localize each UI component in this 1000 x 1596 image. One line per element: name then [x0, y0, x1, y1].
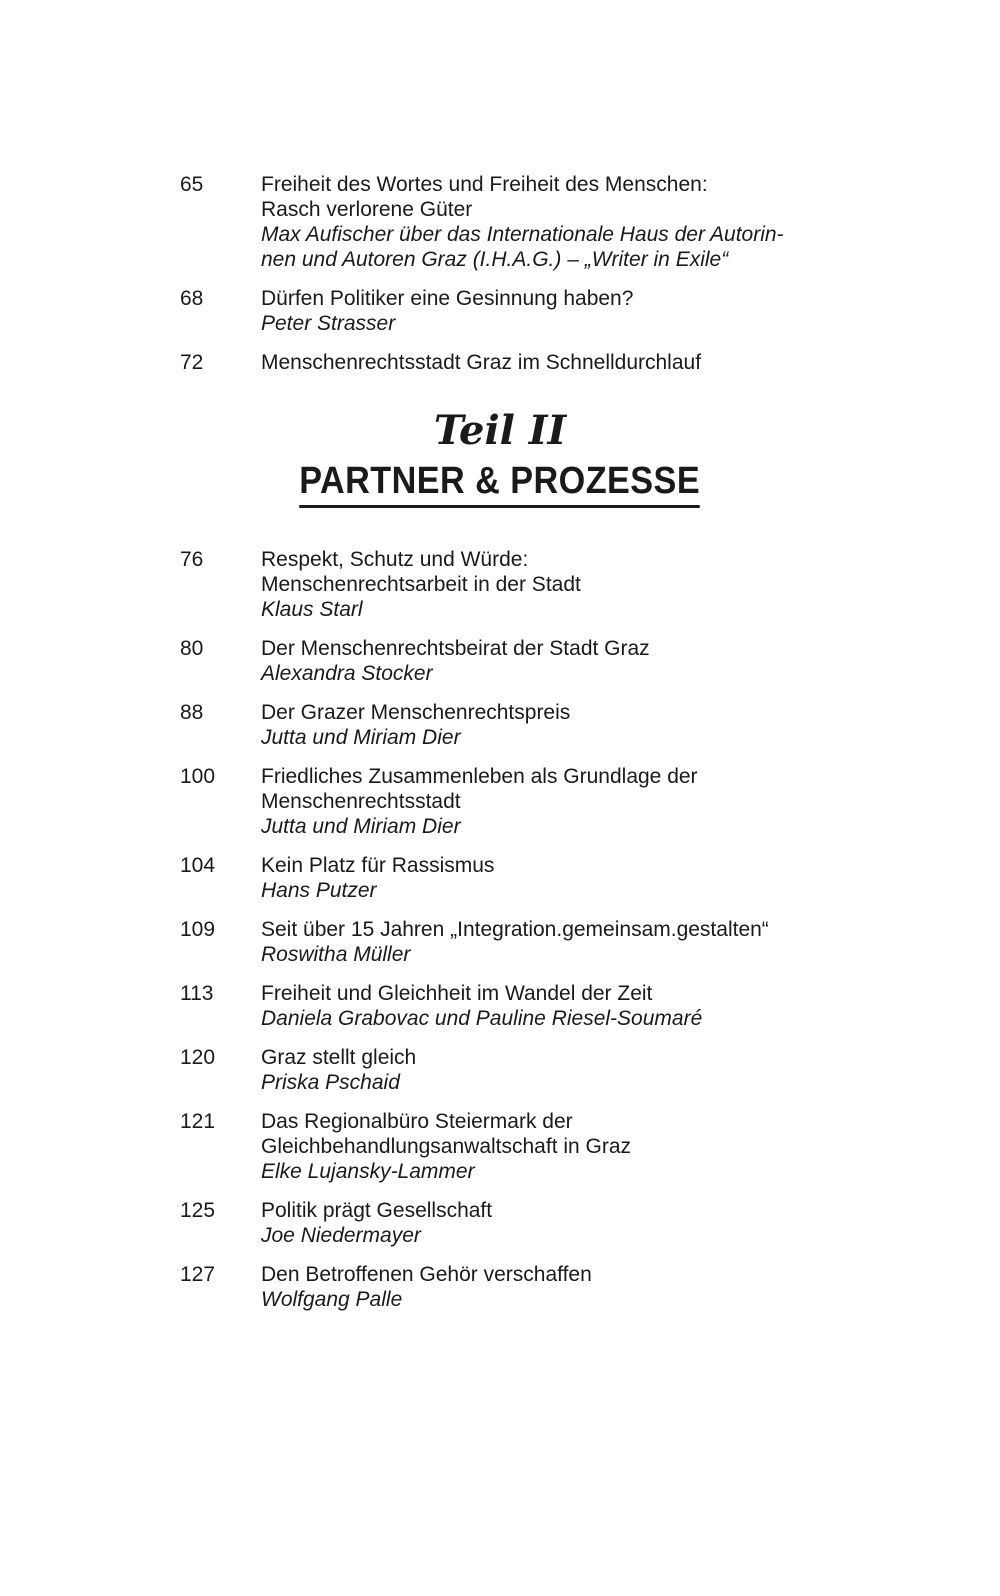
toc-entry-title: Der Menschenrechtsbeirat der Stadt Graz	[261, 637, 650, 660]
toc-page-number: 113	[180, 982, 214, 1005]
section-title: PARTNER & PROZESSE	[300, 459, 701, 508]
toc-entry-title: Respekt, Schutz und Würde: Menschenrechtsarbeit in der Stadt	[261, 548, 581, 596]
toc-entry	[180, 917, 840, 967]
toc-entry-title: Friedliches Zusammenleben als Grundlage der Menschenrechtsstadt	[261, 765, 698, 813]
toc-entry-title: Kein Platz für Rassismus	[261, 854, 495, 877]
toc-entry-title: Menschenrechtsstadt Graz im Schnelldurchlauf	[261, 351, 702, 374]
section-part-label: Teil II	[433, 407, 567, 454]
toc-page-number: 109	[180, 918, 216, 941]
toc-entry	[180, 636, 840, 686]
toc-page-number: 127	[180, 1263, 216, 1286]
toc-entry	[180, 286, 840, 336]
toc-page-number: 88	[180, 701, 204, 724]
toc-entry	[180, 547, 840, 622]
toc-page-number: 121	[180, 1110, 216, 1133]
toc-entry-author: Elke Lujansky-Lammer	[261, 1160, 475, 1183]
toc-page-number: 76	[180, 548, 204, 571]
toc-entry	[180, 764, 840, 839]
toc-entry	[180, 700, 840, 750]
toc-page-number: 125	[180, 1199, 216, 1222]
toc-entry-title: Dürfen Politiker eine Gesinnung haben?	[261, 287, 634, 310]
toc-entry-author: Jutta und Miriam Dier	[261, 815, 461, 838]
toc-entry	[180, 172, 840, 272]
toc-entry	[180, 981, 840, 1031]
toc-entry-author: Klaus Starl	[261, 598, 363, 621]
toc-entry-author: Joe Niedermayer	[261, 1224, 421, 1247]
toc-page-number: 80	[180, 637, 204, 660]
toc-entry-author: Wolfgang Palle	[261, 1288, 403, 1311]
toc-entry-author: Peter Strasser	[261, 312, 396, 335]
toc-list-part-2	[180, 547, 840, 1326]
toc-entry-author: Roswitha Müller	[261, 943, 411, 966]
toc-entry-author: Priska Pschaid	[261, 1071, 400, 1094]
toc-entry-author: Max Aufischer über das Internationale Haus der Autorin- nen und Autoren Graz (I.H.A.G.) – „Writer in Exile“	[261, 223, 784, 271]
toc-page-number: 120	[180, 1046, 216, 1069]
toc-entry-title: Den Betroffenen Gehör verschaffen	[261, 1263, 592, 1286]
section-heading	[0, 405, 1000, 508]
toc-page-number: 68	[180, 287, 204, 310]
toc-page-number: 65	[180, 173, 204, 196]
toc-entry-author: Jutta und Miriam Dier	[261, 726, 461, 749]
toc-entry-author: Daniela Grabovac und Pauline Riesel-Soumaré	[261, 1007, 703, 1030]
toc-entry	[180, 853, 840, 903]
toc-entry-title: Freiheit und Gleichheit im Wandel der Zeit	[261, 982, 653, 1005]
toc-entry	[180, 350, 840, 375]
toc-entry	[180, 1198, 840, 1248]
toc-entry-title: Seit über 15 Jahren „Integration.gemeinsam.gestalten“	[261, 918, 769, 941]
toc-page-number: 104	[180, 854, 216, 877]
toc-page-number: 100	[180, 765, 216, 788]
toc-entry-title: Freiheit des Wortes und Freiheit des Menschen: Rasch verlorene Güter	[261, 173, 708, 221]
toc-list-part-1	[180, 172, 840, 389]
toc-entry-author: Hans Putzer	[261, 879, 377, 902]
toc-entry	[180, 1262, 840, 1312]
toc-entry-title: Der Grazer Menschenrechtspreis	[261, 701, 571, 724]
toc-entry	[180, 1045, 840, 1095]
toc-page-number: 72	[180, 351, 204, 374]
toc-entry-title: Graz stellt gleich	[261, 1046, 417, 1069]
toc-entry-author: Alexandra Stocker	[261, 662, 433, 685]
toc-entry-title: Das Regionalbüro Steiermark der Gleichbehandlungsanwaltschaft in Graz	[261, 1110, 632, 1158]
toc-entry	[180, 1109, 840, 1184]
toc-entry-title: Politik prägt Gesellschaft	[261, 1199, 493, 1222]
